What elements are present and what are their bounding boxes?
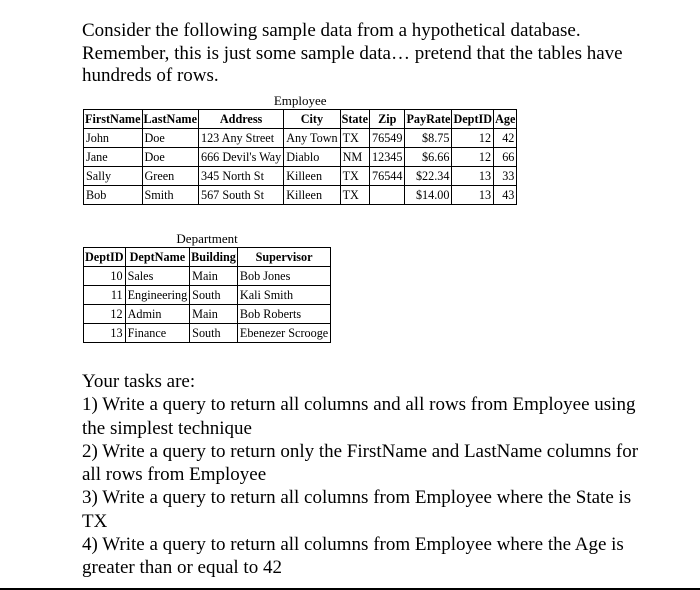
employee-cell: 42	[494, 129, 517, 148]
department-row	[84, 324, 331, 343]
employee-cell: 66	[494, 148, 517, 167]
employee-col-header: FirstName	[84, 110, 143, 129]
department-cell: Main	[190, 305, 238, 324]
employee-cell: 12	[452, 148, 494, 167]
task-item: 4) Write a query to return all columns from Employee where the Age is greater than or equal to 42	[82, 534, 624, 579]
department-table-wrapper	[83, 231, 331, 343]
department-cell: Bob Roberts	[237, 305, 330, 324]
tasks-heading: Your tasks are:	[82, 371, 196, 392]
employee-table-wrapper	[83, 93, 517, 205]
employee-cell: 345 North St	[198, 167, 283, 186]
employee-header-row	[84, 110, 517, 129]
employee-row	[84, 129, 517, 148]
department-cell: South	[190, 286, 238, 305]
employee-cell: NM	[340, 148, 369, 167]
employee-cell: 12345	[370, 148, 405, 167]
employee-cell: 13	[452, 167, 494, 186]
department-table-title: Department	[176, 231, 238, 246]
employee-cell: Sally	[84, 167, 143, 186]
department-cell: 13	[84, 324, 126, 343]
department-cell: South	[190, 324, 238, 343]
tasks-section	[82, 370, 642, 580]
task-item: 2) Write a query to return only the FirstName and LastName columns for all rows from Employee	[82, 440, 639, 486]
department-cell: 12	[84, 305, 126, 324]
employee-cell: 12	[452, 129, 494, 148]
employee-col-header: Age	[494, 110, 517, 129]
employee-cell: 13	[452, 186, 494, 205]
department-cell: Bob Jones	[237, 267, 330, 286]
employee-cell: $6.66	[405, 148, 452, 167]
employee-cell: 666 Devil's Way	[198, 148, 283, 167]
employee-row	[84, 167, 517, 186]
employee-cell: TX	[340, 167, 369, 186]
employee-col-header: Address	[198, 110, 283, 129]
employee-row	[84, 186, 517, 205]
department-cell: 11	[84, 286, 126, 305]
department-cell: Admin	[125, 305, 190, 324]
department-col-header: Building	[190, 248, 238, 267]
department-row	[84, 305, 331, 324]
employee-cell: TX	[340, 129, 369, 148]
department-row	[84, 267, 331, 286]
department-cell: Engineering	[125, 286, 190, 305]
employee-cell: 76544	[370, 167, 405, 186]
task-item: 3) Write a query to return all columns from Employee where the State is TX	[82, 487, 632, 532]
department-cell: Sales	[125, 267, 190, 286]
department-col-header: DeptID	[84, 248, 126, 267]
department-cell: 10	[84, 267, 126, 286]
employee-cell: Jane	[84, 148, 143, 167]
employee-cell: 567 South St	[198, 186, 283, 205]
employee-cell: Green	[142, 167, 198, 186]
employee-cell: Diablo	[284, 148, 340, 167]
employee-cell: Any Town	[284, 129, 340, 148]
employee-cell: Killeen	[284, 186, 340, 205]
department-cell: Main	[190, 267, 238, 286]
employee-table	[83, 93, 517, 205]
employee-cell: Doe	[142, 148, 198, 167]
employee-cell: 43	[494, 186, 517, 205]
employee-cell: John	[84, 129, 143, 148]
employee-cell: Doe	[142, 129, 198, 148]
employee-col-header: DeptID	[452, 110, 494, 129]
department-col-header: DeptName	[125, 248, 190, 267]
department-cell: Finance	[125, 324, 190, 343]
department-table	[83, 231, 331, 343]
employee-cell: $8.75	[405, 129, 452, 148]
intro-text: Consider the following sample data from a hypothetical database. Remember, this is just some sample data… pretend that the tables have hundreds of rows.	[82, 20, 623, 86]
department-header-row	[84, 248, 331, 267]
employee-cell: $14.00	[405, 186, 452, 205]
employee-cell: $22.34	[405, 167, 452, 186]
employee-table-title: Employee	[273, 93, 327, 108]
employee-col-header: State	[340, 110, 369, 129]
employee-row	[84, 148, 517, 167]
employee-col-header: City	[284, 110, 340, 129]
employee-cell: 76549	[370, 129, 405, 148]
employee-cell: Smith	[142, 186, 198, 205]
department-col-header: Supervisor	[237, 248, 330, 267]
department-row	[84, 286, 331, 305]
task-item: 1) Write a query to return all columns and all rows from Employee using the simplest technique	[82, 394, 636, 439]
department-cell: Ebenezer Scrooge	[237, 324, 330, 343]
employee-cell: TX	[340, 186, 369, 205]
employee-cell: 33	[494, 167, 517, 186]
employee-cell: Bob	[84, 186, 143, 205]
employee-col-header: Zip	[370, 110, 405, 129]
employee-col-header: PayRate	[405, 110, 452, 129]
department-cell: Kali Smith	[237, 286, 330, 305]
employee-cell: 123 Any Street	[198, 129, 283, 148]
employee-cell	[370, 186, 405, 205]
employee-col-header: LastName	[142, 110, 198, 129]
employee-cell: Killeen	[284, 167, 340, 186]
